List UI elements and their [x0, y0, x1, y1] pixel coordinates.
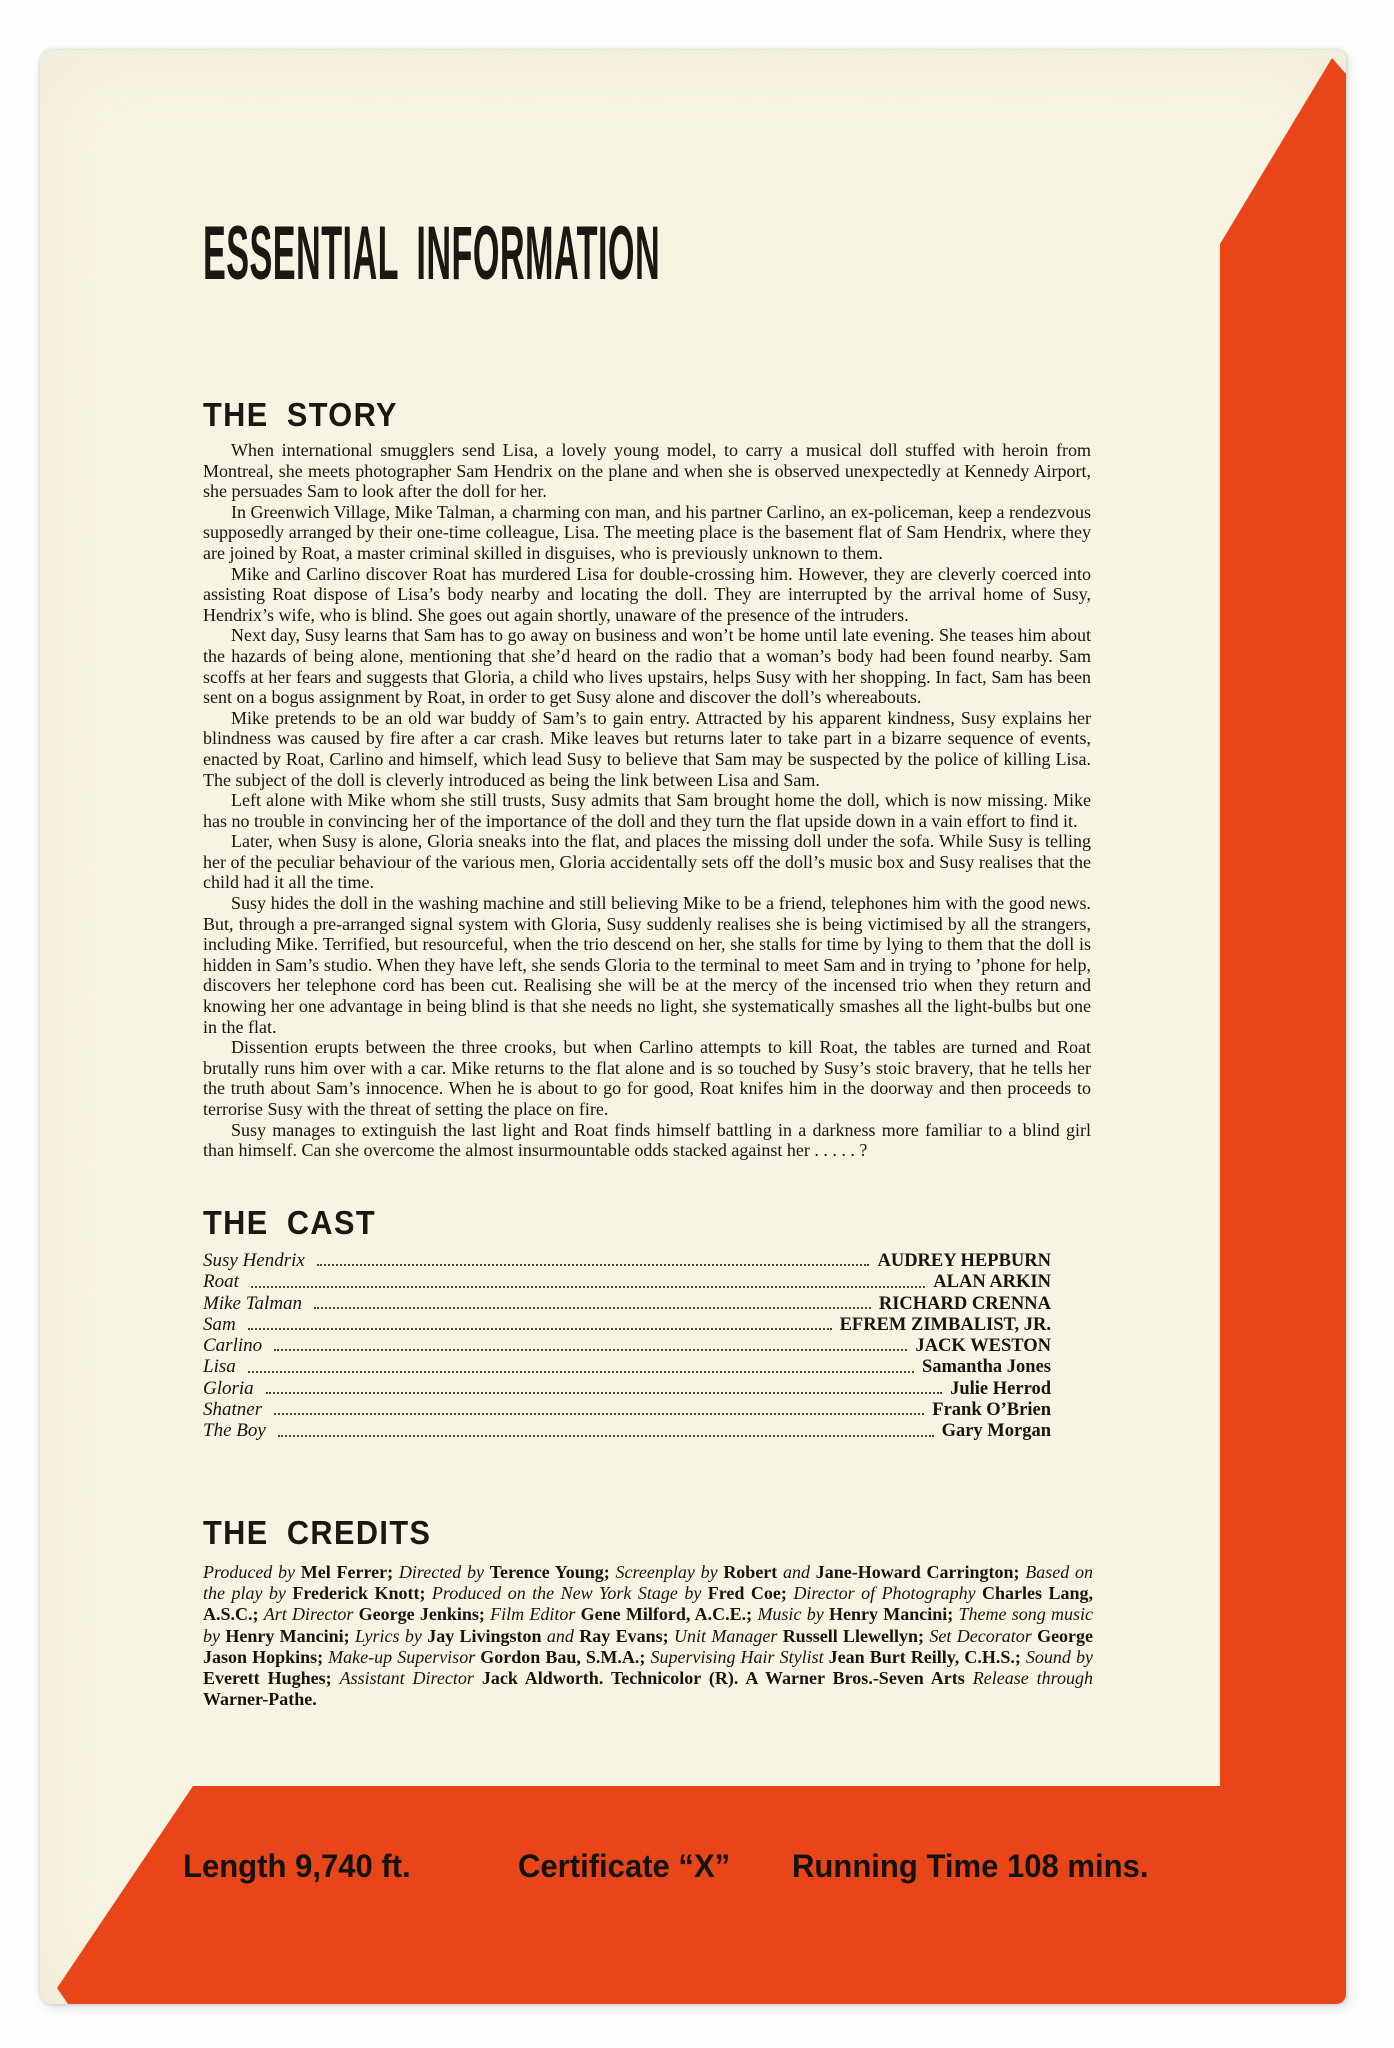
story-paragraph: When international smugglers send Lisa, a lovely young model, to carry a musical doll stuffed with heroin from Montreal, she meets photographer Sam Hendrix on the plane and when she is observed unexpectedly at Kennedy Airport, she persuades Sam to look after the doll for her. — [203, 440, 1091, 502]
cast-actor: Frank O’Brien — [932, 1400, 1051, 1421]
credit-name: Jane-Howard Carrington; — [815, 1562, 1026, 1582]
credit-name: Russell Llewellyn; — [782, 1625, 930, 1646]
credit-role: Unit Manager — [674, 1625, 783, 1646]
credit-name: Mel Ferrer; — [300, 1562, 399, 1582]
credit-name: Technicolor (R). A Warner Bros.-Seven Arts — [610, 1668, 973, 1689]
credit-name: Jean Burt Reilly, C.H.S.; — [828, 1646, 1026, 1667]
story-paragraph: Mike and Carlino discover Roat has murdered Lisa for double-crossing him. However, they are cleverly coerced into assisting Roat dispose of Lisa’s body nearby and locating the doll. They are interrupted by the arrival home of Susy, Hendrix’s wife, who is blind. She goes out again shortly, unaware of the presence of the intruders. — [203, 563, 1091, 625]
credits-heading: THE CREDITS — [203, 1514, 432, 1551]
credit-name: Ray Evans; — [579, 1625, 674, 1646]
cast-row — [203, 1293, 1051, 1314]
cast-actor: ALAN ARKIN — [933, 1272, 1051, 1293]
story-paragraph: Later, when Susy is alone, Gloria sneaks into the flat, and places the missing doll under the sofa. While Susy is telling her of the peculiar behaviour of the various men, Gloria accidentally sets off the doll’s music box and Susy realises that the child had it all the time. — [203, 831, 1091, 893]
story-paragraph: Dissention erupts between the three crooks, but when Carlino attempts to kill Roat, the tables are turned and Roat brutally runs him over with a car. Mike returns to the flat alone and is so touched by Susy’s stoic bravery, that he tells her the truth about Sam’s innocence. When he is about to go for good, Roat knifes him in the doorway and then proceeds to terrorise Susy with the threat of setting the place on fire. — [203, 1037, 1091, 1119]
footer-length: Length 9,740 ft. — [183, 1848, 411, 1884]
page-title: ESSENTIAL INFORMATION — [203, 211, 661, 296]
story-paragraph: Next day, Susy learns that Sam has to go away on business and won’t be home until late evening. She teases him about the hazards of being alone, mentioning that she’d heard on the radio that a woman’s body had been found nearby. Sam scoffs at her fears and suggests that Gloria, a child who lives upstairs, helps Susy with her shopping. In fact, Sam has been sent on a bogus assignment by Roat, in order to get Susy alone and discover the doll’s whereabouts. — [203, 625, 1091, 708]
dotted-leader — [251, 1286, 925, 1288]
credit-name: George Jason Hopkins; — [203, 1625, 1094, 1667]
credit-role: Director of Photography — [793, 1583, 983, 1604]
credit-name: Everett Hughes; — [203, 1668, 340, 1689]
cast-actor: Julie Herrod — [950, 1378, 1051, 1399]
credit-role: and — [546, 1625, 580, 1646]
credit-role: Sound by — [1025, 1646, 1093, 1667]
cast-character: Carlino — [203, 1335, 263, 1357]
credit-name: Henry Mancini; — [225, 1625, 356, 1646]
dotted-leader — [274, 1413, 924, 1415]
credit-role: Film Editor — [490, 1604, 581, 1625]
credits-text — [203, 1562, 1093, 1710]
credit-name: Henry Mancini; — [828, 1604, 959, 1625]
credit-name: Charles Lang, A.S.C.; — [203, 1583, 1093, 1625]
credit-role: Set Decorator — [929, 1625, 1038, 1646]
cast-character: Sam — [203, 1313, 236, 1335]
credit-role: Art Director — [263, 1604, 359, 1625]
cast-row — [203, 1378, 1051, 1399]
credit-name: Jay Livingston — [427, 1625, 547, 1646]
cast-actor: Gary Morgan — [941, 1421, 1051, 1442]
dotted-leader — [248, 1328, 832, 1330]
cast-character: Lisa — [203, 1356, 236, 1378]
credit-role: Produced on the New York Stage by — [431, 1583, 708, 1604]
cast-row — [203, 1420, 1051, 1441]
credit-role: and — [783, 1562, 816, 1582]
cast-list — [203, 1250, 1051, 1442]
cast-row — [203, 1356, 1051, 1377]
story-paragraph: Susy hides the doll in the washing machine and still believing Mike to be a friend, telephones him with the good news. But, through a pre-arranged signal system with Gloria, Susy suddenly realises she is being victimised by all the strangers, including Mike. Terrified, but resourceful, when the trio descend on her, she stalls for time by lying to them that the doll is hidden in Sam’s studio. When they have left, she sends Gloria to the terminal to meet Sam and in trying to ’phone for help, discovers her telephone cord has been cut. Realising she will be at the mercy of the incensed trio when they return and knowing her one advantage in being blind is that she needs no light, she systematically smashes all the light-bulbs but one in the flat. — [203, 893, 1091, 1037]
credit-name: Gordon Bau, S.M.A.; — [480, 1646, 651, 1667]
story-paragraph: Left alone with Mike whom she still trusts, Susy admits that Sam brought home the doll, which is now missing. Mike has no trouble in convincing her of the importance of the doll and they turn the flat upside down in a vain effort to find it. — [203, 790, 1091, 831]
cast-character: Susy Hendrix — [203, 1250, 305, 1271]
dotted-leader — [248, 1371, 914, 1373]
dotted-leader — [266, 1392, 942, 1394]
cast-row — [203, 1250, 1051, 1271]
credit-role: Supervising Hair Stylist — [650, 1646, 829, 1667]
credit-name: Gene Milford, A.C.E.; — [580, 1604, 758, 1625]
cast-character: Mike Talman — [203, 1292, 303, 1314]
dotted-leader — [314, 1307, 871, 1309]
cast-actor: EFREM ZIMBALIST, JR. — [839, 1314, 1051, 1335]
footer-running-time: Running Time 108 mins. — [792, 1848, 1149, 1884]
story-heading: THE STORY — [203, 396, 398, 433]
credit-role: Screenplay by — [615, 1562, 724, 1582]
credit-name: Jack Aldworth. — [481, 1668, 611, 1689]
dotted-leader — [317, 1264, 870, 1266]
credit-role: Assistant Director — [339, 1668, 482, 1689]
footer-certificate: Certificate “X” — [518, 1848, 731, 1884]
credit-role: Make-up Supervisor — [328, 1646, 481, 1667]
credit-name: Warner-Pathe. — [203, 1689, 317, 1710]
story-paragraph: In Greenwich Village, Mike Talman, a charming con man, and his partner Carlino, an ex-policeman, keep a rendezvous supposedly arranged by their one-time colleague, Lisa. The meeting place is the basement flat of Sam Hendrix, where they are joined by Roat, a master criminal skilled in disguises, who is previously unknown to them. — [203, 501, 1091, 563]
story-paragraph: Susy manages to extinguish the last light and Roat finds himself battling in a darkness more familiar to a blind girl than himself. Can she overcome the almost insurmountable odds stacked against her . . . . . ? — [203, 1119, 1091, 1161]
pressbook-page — [40, 50, 1346, 2004]
cast-character: Roat — [203, 1271, 239, 1293]
credit-role: Based on the play by — [203, 1562, 1094, 1604]
credit-role: Theme song music by — [203, 1604, 1093, 1646]
dotted-leader — [274, 1349, 907, 1351]
cast-character: Gloria — [203, 1377, 254, 1399]
credit-name: Fred Coe; — [707, 1583, 794, 1604]
dotted-leader — [278, 1435, 934, 1437]
cast-row — [203, 1335, 1051, 1356]
story-paragraph: Mike pretends to be an old war buddy of Sam’s to gain entry. Attracted by his apparent kindness, Susy explains her blindness was caused by fire after a car crash. Mike leaves but returns later to take part in a bizarre sequence of events, enacted by Roat, Carlino and himself, which lead Susy to believe that Sam may be suspected by the police of killing Lisa. The subject of the doll is cleverly introduced as being the link between Lisa and Sam. — [203, 707, 1091, 790]
cast-actor: Samantha Jones — [921, 1357, 1051, 1378]
cast-character: Shatner — [203, 1399, 263, 1421]
cast-actor: JACK WESTON — [915, 1336, 1051, 1357]
story-text — [203, 440, 1091, 1161]
credit-name: Frederick Knott; — [292, 1583, 432, 1604]
credit-role: Directed by — [398, 1562, 490, 1582]
credit-role: Music by — [757, 1604, 829, 1625]
credit-name: George Jenkins; — [358, 1604, 491, 1625]
credit-role: Lyrics by — [355, 1625, 428, 1646]
cast-row — [203, 1314, 1051, 1335]
cast-row — [203, 1271, 1051, 1292]
credit-name: Terence Young; — [489, 1562, 616, 1582]
cast-row — [203, 1399, 1051, 1420]
credit-role: Release through — [972, 1668, 1094, 1689]
cast-character: The Boy — [203, 1420, 266, 1442]
credit-role: Produced by — [203, 1562, 301, 1582]
cast-heading: THE CAST — [203, 1204, 376, 1241]
cast-actor: RICHARD CRENNA — [878, 1293, 1051, 1314]
cast-actor: AUDREY HEPBURN — [877, 1251, 1051, 1271]
credit-name: Robert — [723, 1562, 784, 1582]
